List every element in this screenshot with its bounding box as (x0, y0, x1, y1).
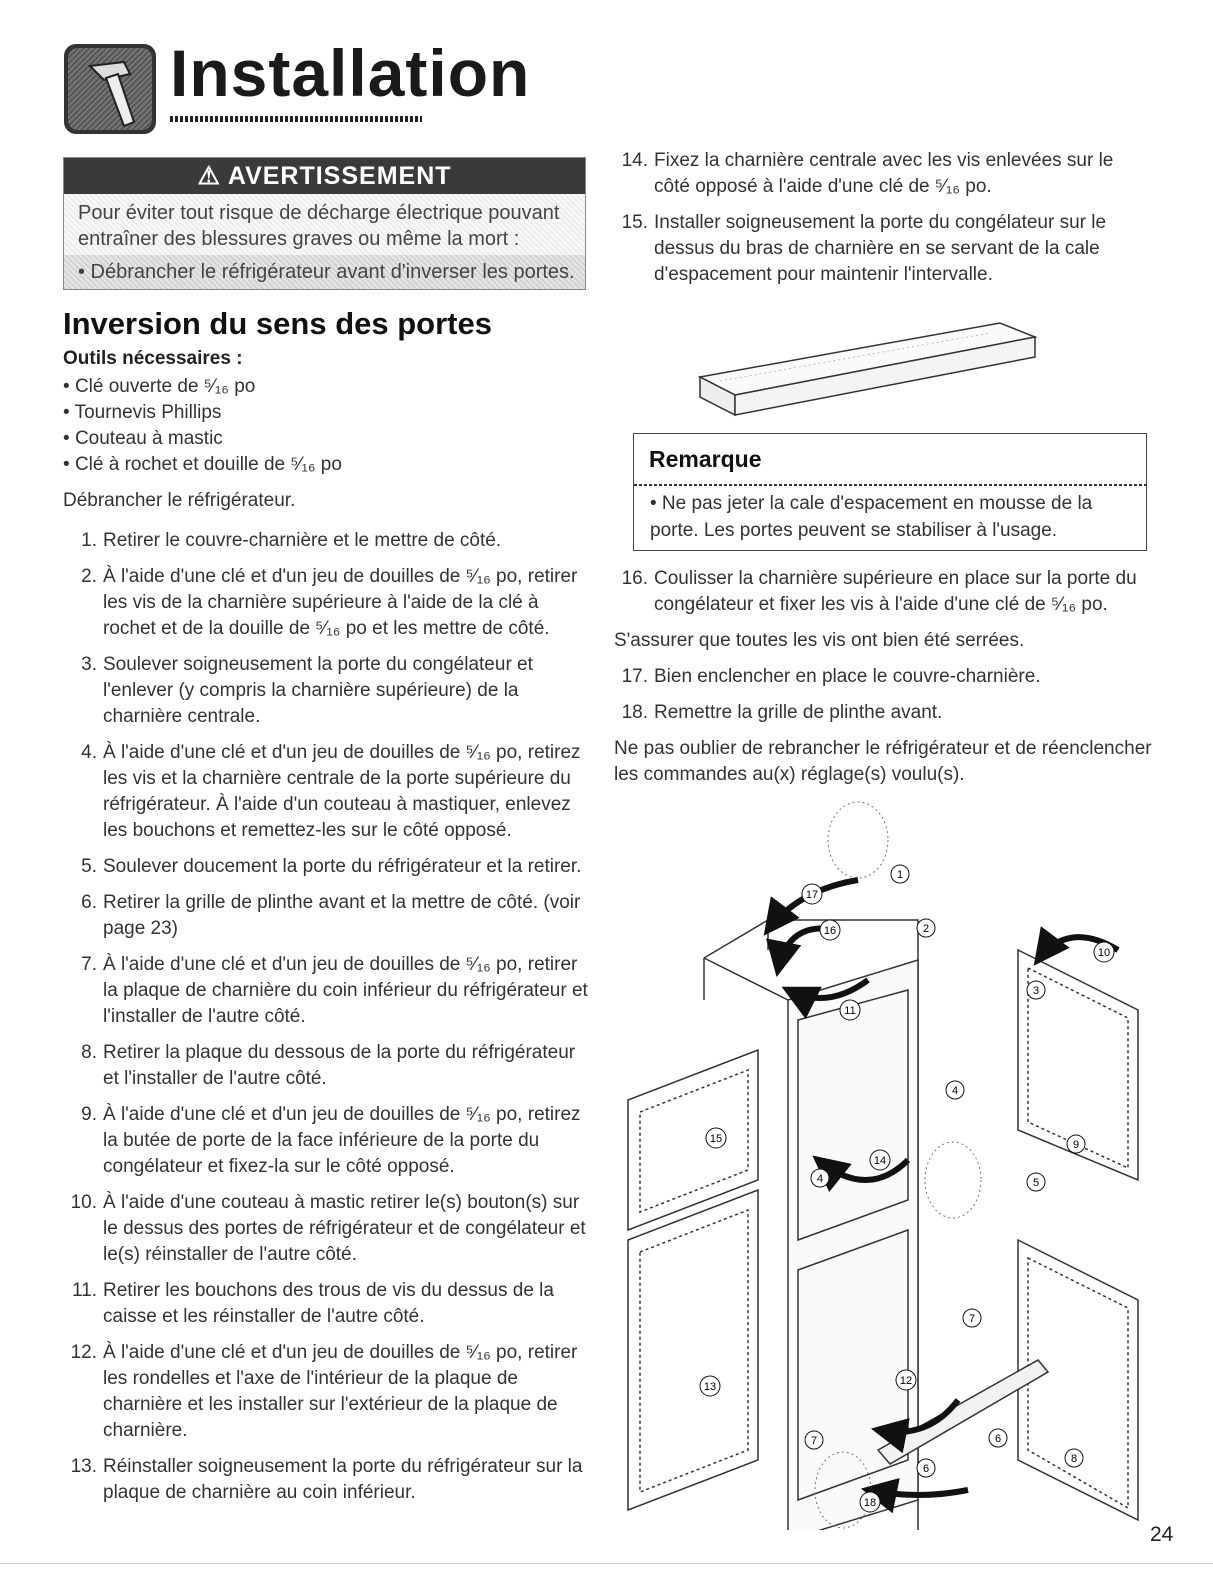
step-number: 7. (81, 954, 97, 975)
diagram-label: 12 (899, 1375, 913, 1387)
hammer-icon (64, 44, 156, 134)
warning-heading: ⚠ AVERTISSEMENT (64, 158, 585, 194)
step-number: 1. (81, 530, 97, 551)
diagram-label: 4 (816, 1173, 824, 1185)
step-text: Retirer la plaque du dessous de la porte du réfrigérateur et l'installer de l'autre côté. (103, 1042, 576, 1089)
fridge-door-right (1018, 1240, 1138, 1520)
step-number: 9. (81, 1104, 97, 1125)
diagram-label: 17 (805, 889, 819, 901)
diagram-label: 6 (994, 1433, 1002, 1445)
title-underline (170, 116, 422, 122)
diagram-label: 10 (1097, 947, 1111, 959)
tool-item: • Tournevis Phillips (63, 400, 593, 426)
step-item (63, 652, 593, 730)
check-text: S'assurer que toutes les vis ont bien été serrées. (614, 630, 1025, 651)
step-number: 18. (621, 702, 648, 723)
diagram-label: 8 (1070, 1453, 1078, 1465)
warning-bullet: • Débrancher le réfrigérateur avant d'inverser les portes. (78, 261, 575, 283)
step-text: Installer soigneusement la porte du congélateur sur le dessus du bras de charnière en se servant de la cale d'espacement pour maintenir l'intervalle. (654, 212, 1107, 285)
step-item (63, 1102, 593, 1180)
step-text: Retirer la grille de plinthe avant et la mettre de côté. (voir page 23) (103, 892, 581, 939)
tool-item: • Couteau à mastic (63, 426, 593, 452)
diagram-label: 14 (873, 1155, 887, 1167)
diagram-label: 4 (951, 1085, 959, 1097)
step-number: 10. (70, 1192, 97, 1213)
note-title: Remarque (649, 446, 762, 472)
diagram-label: 13 (703, 1381, 717, 1393)
step-text: À l'aide d'une clé et d'un jeu de douilles de ⁵⁄₁₆ po, retirer les rondelles et l'axe de l'intérieur de la plaque de charnière et les installer sur l'extérieur de la plaque de charnière. (103, 1342, 578, 1441)
diagram-label: 15 (709, 1133, 723, 1145)
step-number: 14. (621, 150, 648, 171)
step-text: À l'aide d'une clé et d'un jeu de douilles de ⁵⁄₁₆ po, retirez les vis et la charnière centrale de la porte supérieure du réfrigérateur. À l'aide d'un couteau à mastiquer, enlevez les bouchons et remettez-les sur le côté opposé. (103, 742, 581, 841)
diagram-label: 6 (922, 1463, 930, 1475)
bottom-rule (0, 1563, 1213, 1564)
tools-heading: Outils nécessaires : (63, 348, 243, 369)
door-reversal-diagram (618, 800, 1153, 1530)
step-item (63, 1454, 593, 1506)
step-item (614, 700, 1154, 726)
step-text: À l'aide d'une clé et d'un jeu de douilles de ⁵⁄₁₆ po, retirer les vis de la charnière supérieure à l'aide de la clé à rochet et de la douille de ⁵⁄₁₆ po et les mettre de côté. (103, 566, 578, 639)
step-number: 8. (81, 1042, 97, 1063)
step-item (63, 1190, 593, 1268)
warning-line-2: entraîner des blessures graves ou même la mort : (78, 228, 520, 250)
warning-box (63, 157, 586, 290)
step-item (63, 952, 593, 1030)
note-text: • Ne pas jeter la cale d'espacement en mousse de la porte. Les portes peuvent se stabiliser à l'usage. (650, 493, 1093, 541)
step-text: Retirer les bouchons des trous de vis du dessus de la caisse et les réinstaller de l'autre côté. (103, 1280, 554, 1327)
foam-spacer-illustration (690, 315, 1042, 417)
step-text: Bien enclencher en place le couvre-charnière. (654, 666, 1041, 687)
step-number: 16. (621, 568, 648, 589)
warning-line-1: Pour éviter tout risque de décharge électrique pouvant (78, 202, 560, 224)
step-item (614, 664, 1154, 690)
section-title: Inversion du sens des portes (63, 306, 492, 341)
step-item (63, 740, 593, 844)
step-text: À l'aide d'une clé et d'un jeu de douilles de ⁵⁄₁₆ po, retirez la butée de porte de la face inférieure de la porte du congélateur et fixez-la sur le côté opposé. (103, 1104, 581, 1177)
step-item (63, 1340, 593, 1444)
step-item (63, 890, 593, 942)
step-text: À l'aide d'une clé et d'un jeu de douilles de ⁵⁄₁₆ po, retirer la plaque de charnière du coin inférieur du réfrigérateur et l'installer de l'autre côté. (103, 954, 588, 1027)
page-number: 24 (1150, 1523, 1174, 1546)
intro-text: Débrancher le réfrigérateur. (63, 490, 296, 511)
step-item (614, 148, 1154, 200)
right-column-bottom (614, 566, 1154, 788)
step-number: 12. (70, 1342, 97, 1363)
step-number: 6. (81, 892, 97, 913)
step-number: 13. (70, 1456, 97, 1477)
tools-list (63, 374, 593, 478)
diagram-label: 5 (1032, 1177, 1040, 1189)
step-number: 15. (621, 212, 648, 233)
diagram-label: 1 (896, 869, 904, 881)
step-text: Remettre la grille de plinthe avant. (654, 702, 943, 723)
step-item (614, 566, 1154, 618)
step-text: À l'aide d'une couteau à mastic retirer le(s) bouton(s) sur le dessus des portes de réfrigérateur et de congélateur et le(s) réinstaller de l'autre côté. (103, 1192, 586, 1265)
step-number: 17. (621, 666, 648, 687)
step-number: 3. (81, 654, 97, 675)
step-text: Soulever soigneusement la porte du congélateur et l'enlever (y compris la charnière supérieure) de la charnière centrale. (103, 654, 533, 727)
step-item (63, 564, 593, 642)
diagram-label: 7 (810, 1435, 818, 1447)
step-item (63, 854, 593, 880)
right-column-top (614, 148, 1154, 298)
diagram-label: 18 (863, 1497, 877, 1509)
closing-text: Ne pas oublier de rebrancher le réfrigérateur et de réenclencher les commandes au(x) réglage(s) voulu(s). (614, 738, 1152, 785)
tool-item: • Clé ouverte de ⁵⁄₁₆ po (63, 374, 593, 400)
diagram-label: 2 (922, 923, 930, 935)
step-text: Réinstaller soigneusement la porte du réfrigérateur sur la plaque de charnière au coin inférieur. (103, 1456, 583, 1503)
diagram-label: 9 (1072, 1139, 1080, 1151)
step-text: Fixez la charnière centrale avec les vis enlevées sur le côté opposé à l'aide d'une clé de ⁵⁄₁₆ po. (654, 150, 1114, 197)
step-number: 5. (81, 856, 97, 877)
step-item (614, 210, 1154, 288)
step-text: Coulisser la charnière supérieure en place sur la porte du congélateur et fixer les vis à l'aide d'une clé de ⁵⁄₁₆ po. (654, 568, 1137, 615)
step-item (63, 1278, 593, 1330)
page-title: Installation (170, 36, 531, 110)
fridge-door-left (628, 1190, 758, 1510)
note-box (633, 433, 1147, 551)
step-number: 4. (81, 742, 97, 763)
step-item (63, 528, 593, 554)
diagram-label: 11 (844, 1005, 856, 1017)
diagram-label: 3 (1032, 985, 1040, 997)
tool-item: • Clé à rochet et douille de ⁵⁄₁₆ po (63, 452, 593, 478)
left-column (63, 374, 593, 1516)
steps-list-left (63, 528, 593, 1506)
diagram-label: 16 (823, 925, 837, 937)
diagram-label: 7 (968, 1313, 976, 1325)
step-number: 11. (71, 1280, 97, 1301)
step-number: 2. (81, 566, 97, 587)
step-text: Soulever doucement la porte du réfrigérateur et la retirer. (103, 856, 582, 877)
step-item (63, 1040, 593, 1092)
step-text: Retirer le couvre-charnière et le mettre de côté. (103, 530, 502, 551)
note-rule (634, 484, 1146, 486)
warning-text (78, 200, 578, 252)
